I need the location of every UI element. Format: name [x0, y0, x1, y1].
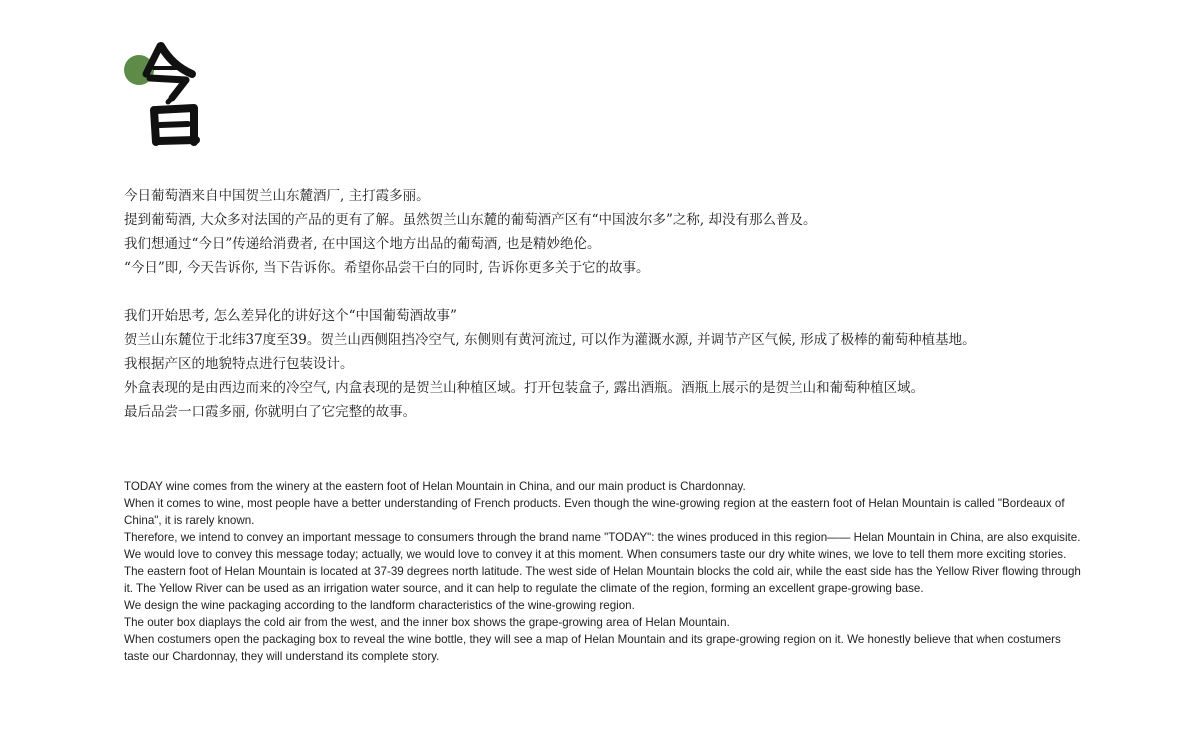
zh-line: 贺兰山东麓位于北纬37度至39。贺兰山西侧阻挡冷空气, 东侧则有黄河流过, 可以作为灌溉水源, 并调节产区气候, 形成了极棒的葡萄种植基地。 [124, 332, 976, 348]
en-paragraph: When it comes to wine, most people have a better understanding of French products. Even though the wine-growing region at the eastern foot of Helan Mountain is called "Bordeaux of China", it is rarely known. [124, 497, 1065, 527]
en-paragraph: We design the wine packaging according to the landform characteristics of the wine-growing region. [124, 599, 635, 612]
brand-logo-mark [120, 38, 210, 150]
en-paragraph: The eastern foot of Helan Mountain is located at 37-39 degrees north latitude. The west side of Helan Mountain blocks the cold air, while the east side has the Yellow River flowing through it. The Yellow River can be used as an irrigation water source, and it can help to regulate the climate of the region, forming an excellent grape-growing base. [124, 565, 1081, 595]
en-paragraph: We would love to convey this message today; actually, we would love to convey it at this moment. When consumers taste our dry white wines, we love to tell them more exciting stories. [124, 548, 1067, 561]
zh-line: 我们想通过“今日”传递给消费者, 在中国这个地方出品的葡萄酒, 也是精妙绝伦。 [124, 236, 601, 252]
zh-line: 我根据产区的地貌特点进行包装设计。 [124, 356, 354, 372]
zh-line: 最后品尝一口霞多丽, 你就明白了它完整的故事。 [124, 404, 417, 420]
zh-line: “今日”即, 今天告诉你, 当下告诉你。希望你品尝干白的同时, 告诉你更多关于它的故事。 [124, 260, 650, 276]
en-paragraph: TODAY wine comes from the winery at the eastern foot of Helan Mountain in China, and our main product is Chardonnay. [124, 480, 746, 493]
zh-line: 我们开始思考, 怎么差异化的讲好这个“中国葡萄酒故事” [124, 308, 457, 324]
zh-line: 提到葡萄酒, 大众多对法国的产品的更有了解。虽然贺兰山东麓的葡萄酒产区有“中国波尔多”之称, 却没有那么普及。 [124, 212, 817, 228]
zh-line: 今日葡萄酒来自中国贺兰山东麓酒厂, 主打霞多丽。 [124, 188, 430, 204]
logo-char-ri [154, 108, 196, 142]
paragraph-gap [124, 280, 1104, 304]
en-paragraph: The outer box diaplays the cold air from the west, and the inner box shows the grape-growing area of Helan Mountain. [124, 616, 730, 629]
chinese-description [124, 184, 1104, 424]
en-paragraph: When costumers open the packaging box to reveal the wine bottle, they will see a map of Helan Mountain and its grape-growing region on it. We honestly believe that when costumers taste our Chardonnay, they will understand its complete story. [124, 633, 1061, 663]
brand-logo [120, 38, 210, 150]
english-description [124, 478, 1084, 665]
zh-line: 外盒表现的是由西边而来的冷空气, 内盒表现的是贺兰山种植区域。打开包装盒子, 露出酒瓶。酒瓶上展示的是贺兰山和葡萄种植区域。 [124, 380, 925, 396]
en-paragraph: Therefore, we intend to convey an important message to consumers through the brand name "TODAY": the wines produced in this region—— Helan Mountain in China, are also exquisite. [124, 531, 1081, 544]
